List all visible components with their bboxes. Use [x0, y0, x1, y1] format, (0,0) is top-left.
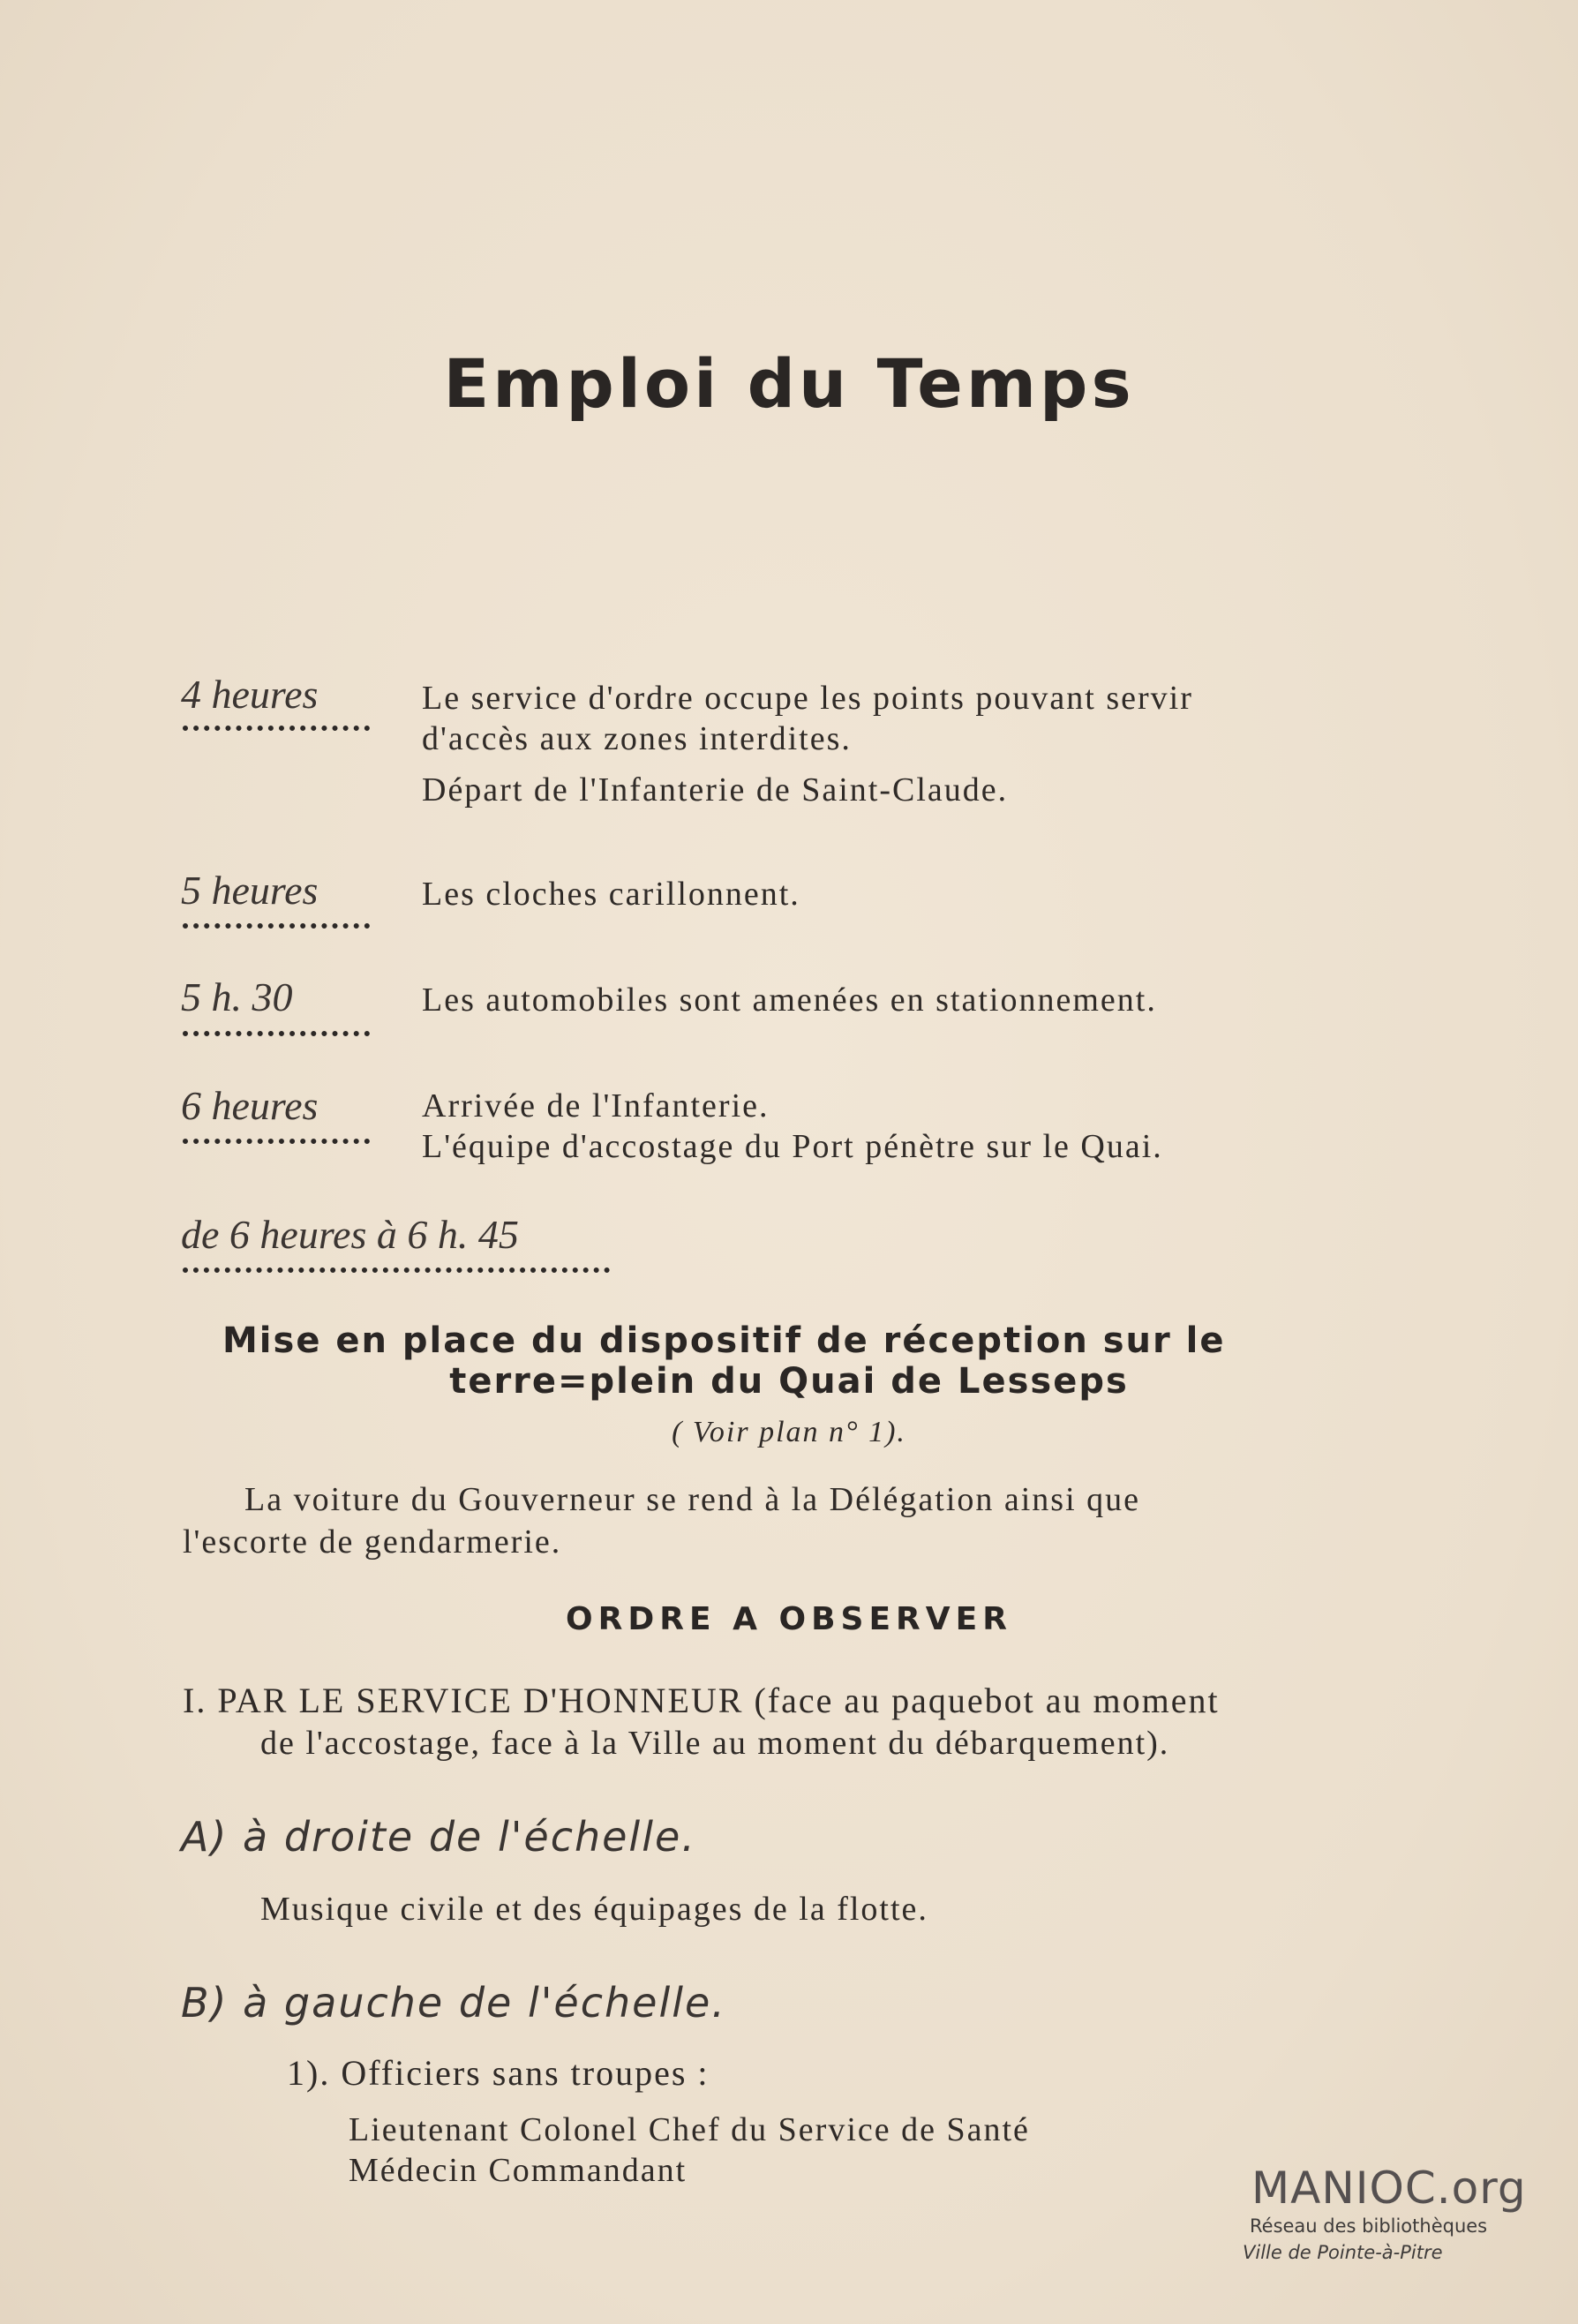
schedule-text: d'accès aux zones interdites.: [422, 720, 852, 757]
dotted-underline: [183, 1267, 610, 1273]
paragraph: La voiture du Gouverneur se rend à la Délégation ainsi que: [244, 1481, 1141, 1518]
schedule-text: L'équipe d'accostage du Port pénètre sur le Quai.: [422, 1128, 1163, 1165]
schedule-text: Les cloches carillonnent.: [422, 876, 800, 913]
dotted-underline: [183, 1031, 370, 1036]
officer-entry: Médecin Commandant: [349, 2152, 688, 2189]
logo-name: MANIOC.org: [1251, 2162, 1527, 2214]
interval-label: de 6 heures à 6 h. 45: [181, 1212, 519, 1257]
order-item: de l'accostage, face à la Ville au moment du débarquement).: [260, 1725, 1170, 1762]
officer-entry: Lieutenant Colonel Chef du Service de Santé: [349, 2111, 1030, 2148]
paragraph: l'escorte de gendarmerie.: [183, 1523, 562, 1561]
section-b-heading: B) à gauche de l'échelle.: [181, 1979, 726, 2027]
dotted-underline: [183, 726, 370, 731]
section-a-heading: A) à droite de l'échelle.: [181, 1813, 696, 1861]
page-title: Emploi du Temps: [443, 344, 1135, 423]
time-label-5h30: 5 h. 30: [181, 974, 293, 1019]
order-heading: ORDRE A OBSERVER: [566, 1601, 1012, 1637]
section-heading: Mise en place du dispositif de réception sur le: [222, 1320, 1226, 1361]
time-label-5h: 5 heures: [181, 868, 319, 913]
schedule-text: Départ de l'Infanterie de Saint-Claude.: [422, 771, 1009, 809]
dotted-underline: [183, 923, 370, 929]
logo-line1: Réseau des bibliothèques: [1250, 2215, 1488, 2237]
subsection-label: 1). Officiers sans troupes :: [287, 2053, 710, 2093]
section-heading: terre=plein du Quai de Lesseps: [449, 1361, 1129, 1402]
time-label-6h: 6 heures: [181, 1083, 319, 1128]
plan-reference: ( Voir plan n° 1).: [672, 1416, 906, 1448]
section-a-text: Musique civile et des équipages de la flotte.: [260, 1891, 928, 1928]
schedule-text: Arrivée de l'Infanterie.: [422, 1087, 770, 1124]
schedule-text: Les automobiles sont amenées en stationnement.: [422, 981, 1157, 1019]
logo-line2: Ville de Pointe-à-Pitre: [1243, 2242, 1443, 2263]
schedule-text: Le service d'ordre occupe les points pouvant servir: [422, 680, 1193, 717]
order-item: I. PAR LE SERVICE D'HONNEUR (face au paquebot au moment: [183, 1681, 1220, 1720]
dotted-underline: [183, 1139, 370, 1144]
time-label-4h: 4 heures: [181, 672, 319, 717]
